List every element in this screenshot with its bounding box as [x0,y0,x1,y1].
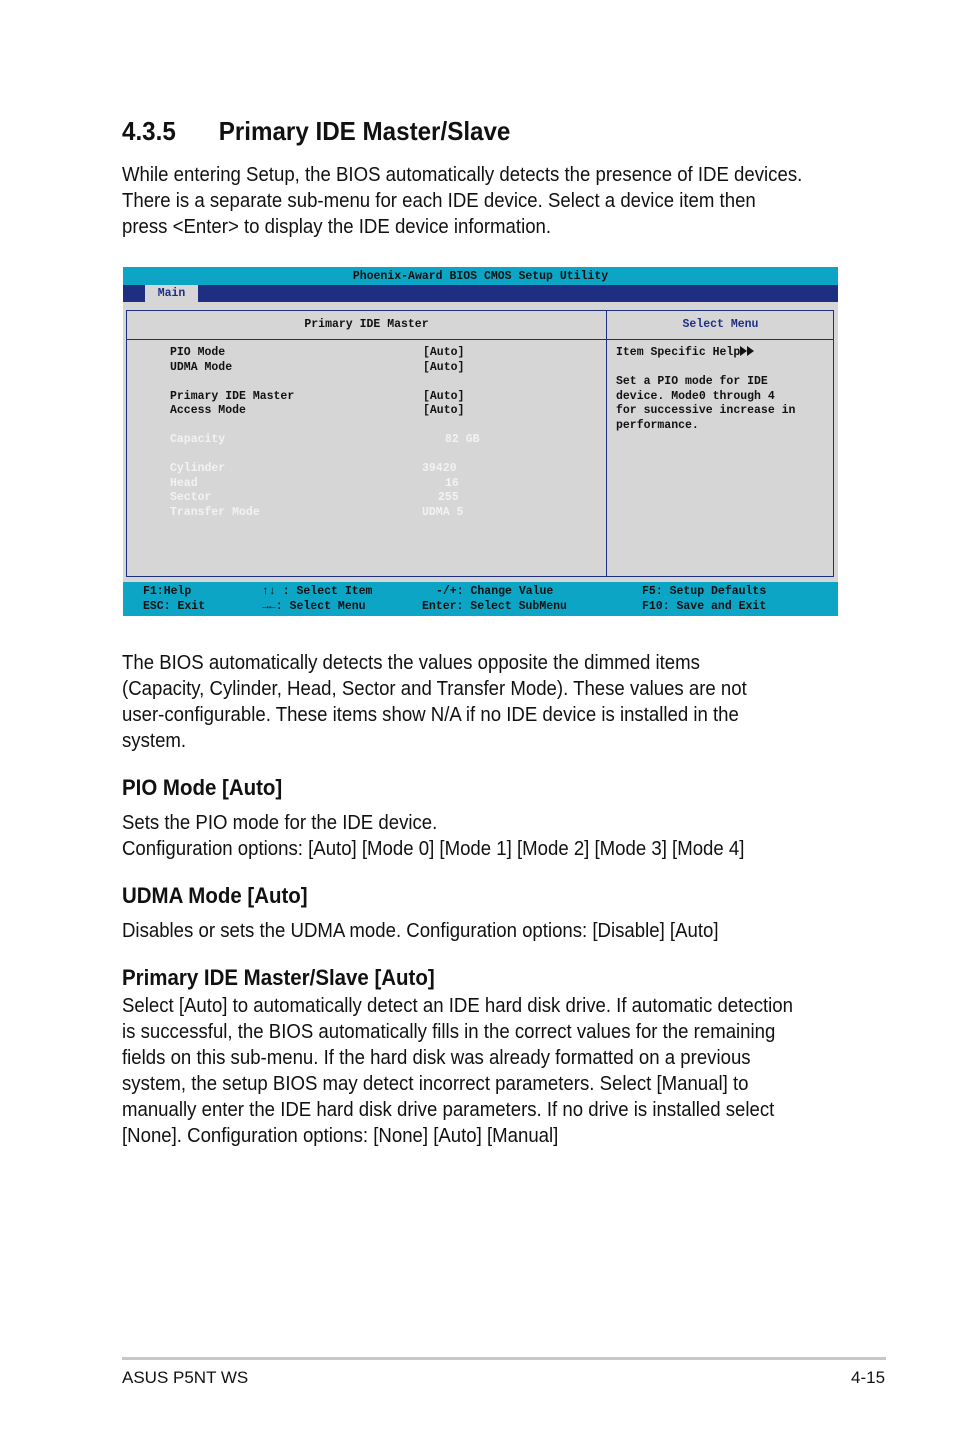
page-number: 4-15 [851,1368,886,1387]
item-access-mode-label[interactable]: Access Mode [170,404,246,417]
section-heading [122,116,510,147]
item-primary-ide-master-value[interactable]: [Auto] [423,389,465,403]
pio-mode-heading: PIO Mode [Auto] [122,775,283,800]
paragraph-line: fields on this sub-menu. If the hard disk was already formatted on a previous [122,1047,751,1069]
key-f1-help: F1:Help [143,585,192,598]
footer-product: ASUS P5NT WS [122,1368,249,1387]
udma-mode-heading: UDMA Mode [Auto] [122,883,308,908]
bios-key-legend [123,582,838,616]
bios-panel [126,310,834,577]
info-capacity-label: Capacity [170,433,226,446]
udma-mode-paragraph [122,918,842,944]
paragraph-line: system, the setup BIOS may detect incorrect parameters. Select [Manual] to [122,1073,749,1095]
item-udma-mode-value[interactable]: [Auto] [423,360,465,374]
info-transfer-mode-value: UDMA 5 [422,505,464,519]
tab-main[interactable]: Main [145,285,198,302]
intro-paragraph [122,162,842,240]
paragraph-line: Configuration options: [Auto] [Mode 0] [Mode 1] [Mode 2] [Mode 3] [Mode 4] [122,838,745,860]
info-capacity-value: 82 GB [445,433,480,446]
item-pio-mode-label[interactable]: PIO Mode [170,346,226,359]
paragraph-line: system. [122,730,187,752]
key-select-item: ↑↓ : Select Item [262,585,373,598]
info-transfer-mode-label: Transfer Mode [170,505,260,519]
paragraph-line: Disables or sets the UDMA mode. Configuration options: [Disable] [Auto] [122,920,719,942]
bios-screen [123,267,838,616]
key-f10-save-exit: F10: Save and Exit [642,599,767,613]
pio-mode-paragraph [122,810,842,862]
paragraph-line: is successful, the BIOS automatically fills in the correct values for the remaining [122,1021,776,1043]
help-title: Select Menu [682,318,759,331]
submenu-title: Primary IDE Master [304,318,429,331]
master-slave-heading: Primary IDE Master/Slave [Auto] [122,965,435,990]
paragraph-line: user-configurable. These items show N/A if no IDE device is installed in the [122,704,739,726]
help-line: device. Mode0 through 4 [616,389,775,403]
item-primary-ide-master-label[interactable]: Primary IDE Master [170,389,295,403]
info-head-value: 16 [445,476,459,490]
info-sector-label: Sector [170,491,212,504]
footer-rule [122,1357,886,1360]
info-head-label: Head [170,476,198,490]
section-number: 4.3.5 [122,116,176,146]
intro-line: press <Enter> to display the IDE device information. [122,216,552,238]
key-select-submenu: Enter: Select SubMenu [422,599,567,613]
info-cylinder-label: Cylinder [170,462,226,475]
help-heading-text: Item Specific Help [616,346,741,359]
intro-line: While entering Setup, the BIOS automatically detects the presence of IDE devices. [122,164,803,186]
info-sector-value: 255 [438,491,459,504]
help-line: for successive increase in [616,404,796,417]
intro-line: There is a separate sub-menu for each IDE device. Select a device item then [122,190,756,212]
key-esc-exit: ESC: Exit [143,599,206,613]
paragraph-line: Select [Auto] to automatically detect an IDE hard disk drive. If automatic detection [122,995,793,1017]
key-select-menu: →←: Select Menu [262,599,366,613]
bios-menu-bar [123,285,838,302]
item-udma-mode-label[interactable]: UDMA Mode [170,360,233,374]
key-change-value: -/+: Change Value [436,585,554,598]
info-cylinder-value: 39420 [422,462,457,475]
panel-header-divider [127,339,833,340]
bios-utility-title: Phoenix-Award BIOS CMOS Setup Utility [123,267,838,285]
paragraph-line: Sets the PIO mode for the IDE device. [122,812,438,834]
paragraph-line: manually enter the IDE hard disk drive parameters. If no drive is installed select [122,1099,775,1121]
paragraph-line: (Capacity, Cylinder, Head, Sector and Transfer Mode). These values are not [122,678,747,700]
section-title: Primary IDE Master/Slave [218,116,511,146]
master-slave-paragraph [122,993,842,1149]
item-pio-mode-value[interactable]: [Auto] [423,346,465,359]
panel-divider [606,311,607,576]
item-access-mode-value[interactable]: [Auto] [423,404,465,417]
help-heading [616,346,754,361]
paragraph-line: [None]. Configuration options: [None] [Auto] [Manual] [122,1125,559,1147]
double-arrow-icon [740,346,754,359]
dimmed-items-paragraph [122,650,842,754]
help-line: Set a PIO mode for IDE [616,375,768,388]
help-line: performance. [616,418,699,432]
paragraph-line: The BIOS automatically detects the values opposite the dimmed items [122,652,700,674]
key-f5-defaults: F5: Setup Defaults [642,585,767,598]
